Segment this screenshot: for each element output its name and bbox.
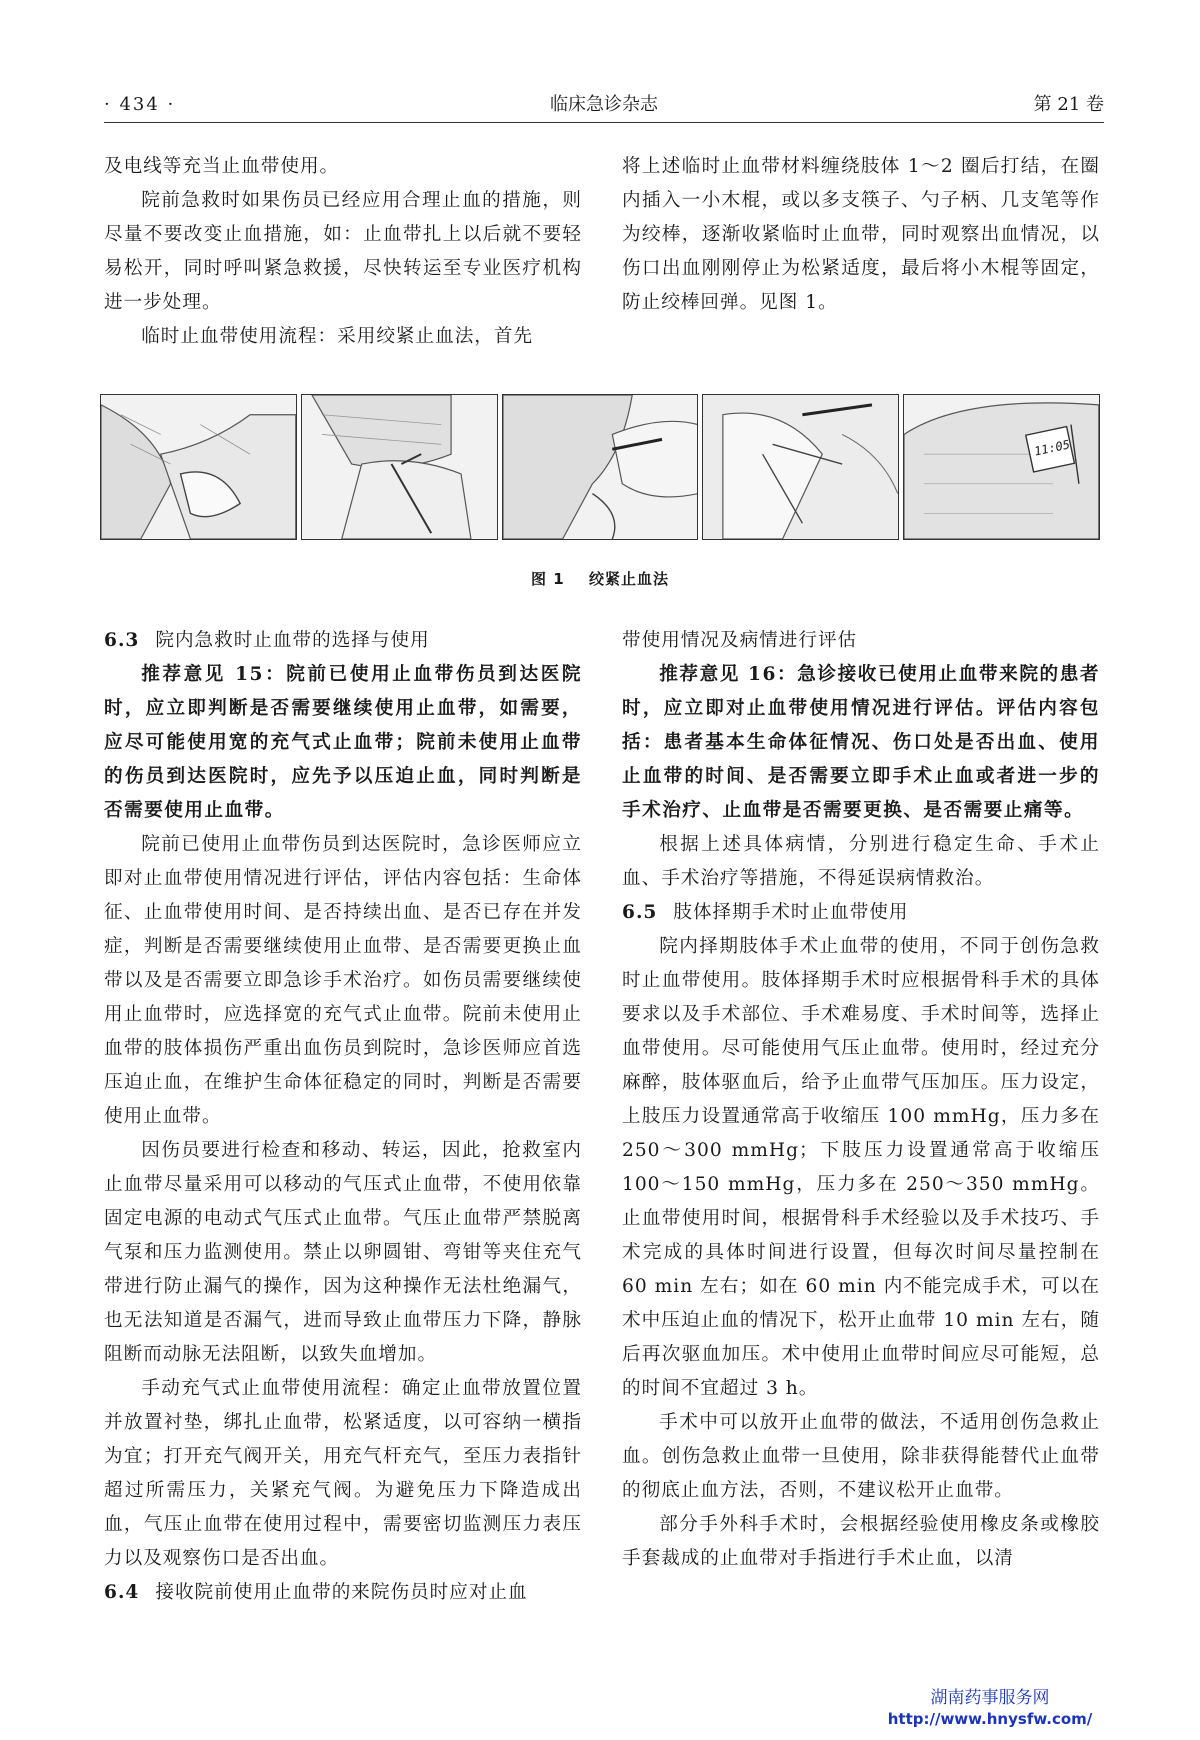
- figure-panel-2: [301, 394, 498, 540]
- figure-panel-4: [702, 394, 899, 540]
- paragraph: 部分手外科手术时，会根据经验使用橡皮条或橡胶手套裁成的止血带对手指进行手术止血，以清: [622, 1514, 1100, 1569]
- section-heading-6-3: [104, 624, 582, 658]
- watermark-site-name: 湖南药事服务网: [930, 1688, 1050, 1708]
- section-number: 6.3: [104, 630, 140, 651]
- section-heading-6-5: [622, 896, 1100, 930]
- section-number: 6.4: [104, 1582, 140, 1603]
- paragraph: 院内择期肢体手术止血带的使用，不同于创伤急救时止血带使用。肢体择期手术时应根据骨科手术的具体要求以及手术部位、手术难易度、手术时间等，选择止血带使用。尽可能使用气压止血带。使用时，经过充分麻醉，肢体驱血后，给予止血带气压加压。压力设定，上肢压力设置通常高于收缩压 100 mmHg，压力多在 250～300 mmHg；下肢压力设置通常高于收缩压 100～150 mmHg，压力多在 250～350 mmHg。止血带使用时间，根据骨科手术经验以及手术技巧、手术完成的具体时间进行设置，但每次时间尽量控制在 60 min 左右；如在 60 min 内不能完成手术，可以在术中压迫止血的情况下，松开止血带 10 min 左右，随后再次驱血加压。术中使用止血带时间应尽可能短，总的时间不宜超过 3 h。: [622, 936, 1100, 1399]
- paragraph: 及电线等充当止血带使用。: [104, 156, 340, 177]
- section-heading-6-4: [104, 1576, 582, 1610]
- paragraph: 因伤员要进行检查和移动、转运，因此，抢救室内止血带尽量采用可以移动的气压式止血带，不使用依靠固定电源的电动式气压式止血带。气压止血带严禁脱离气泵和压力监测使用。禁止以卵圆钳、弯钳等夹住充气带进行防止漏气的操作，因为这种操作无法杜绝漏气，也无法知道是否漏气，进而导致止血带压力下降，静脉阻断而动脉无法阻断，以致失血增加。: [104, 1140, 582, 1365]
- figure-panel-3: [502, 394, 699, 540]
- recommendation-15: 推荐意见 15：院前已使用止血带伤员到达医院时，应立即判断是否需要继续使用止血带，如需要，应尽可能使用宽的充气式止血带；院前未使用止血带的伤员到达医院时，应先予以压迫止血，同时判断是否需要使用止血带。: [104, 664, 582, 821]
- site-watermark: [870, 1688, 1110, 1730]
- paragraph: 院前已使用止血带伤员到达医院时，急诊医师应立即对止血带使用情况进行评估，评估内容包括：生命体征、止血带使用时间、是否持续出血、是否已存在并发症，判断是否需要继续使用止血带、是否需要更换止血带以及是否需要立即急诊手术治疗。如伤员需要继续使用止血带时，应选择宽的充气式止血带。院前未使用止血带的肢体损伤严重出血伤员到院时，急诊医师应首选压迫止血，在维护生命体征稳定的同时，判断是否需要使用止血带。: [104, 834, 582, 1127]
- top-left-column: [104, 150, 582, 354]
- bottom-left-column: [104, 624, 582, 1610]
- section-title: 院内急救时止血带的选择与使用: [155, 630, 430, 651]
- paragraph: 临时止血带使用流程：采用绞紧止血法，首先: [141, 326, 534, 347]
- paragraph: 带使用情况及病情进行评估: [622, 630, 858, 651]
- volume-label: 第 21 卷: [1033, 94, 1104, 115]
- watermark-url[interactable]: http://www.hnysfw.com/: [887, 1710, 1093, 1728]
- paragraph: 院前急救时如果伤员已经应用合理止血的措施，则尽量不要改变止血措施，如：止血带扎上以后就不要轻易松开，同时呼叫紧急救援，尽快转运至专业医疗机构进一步处理。: [104, 190, 582, 313]
- paragraph: 将上述临时止血带材料缠绕肢体 1～2 圈后打结，在圈内插入一小木棍，或以多支筷子、勺子柄、几支笔等作为绞棒，逐渐收紧临时止血带，同时观察出血情况，以伤口出血刚刚停止为松紧适度，最后将小木棍等固定，防止绞棒回弹。见图 1。: [622, 156, 1100, 313]
- figure-caption: [0, 568, 1200, 589]
- journal-title: 临床急诊杂志: [550, 94, 658, 115]
- paragraph: 手术中可以放开止血带的做法，不适用创伤急救止血。创伤急救止血带一旦使用，除非获得能替代止血带的彻底止血方法，否则，不建议松开止血带。: [622, 1412, 1100, 1501]
- recommendation-16: 推荐意见 16：急诊接收已使用止血带来院的患者时，应立即对止血带使用情况进行评估。评估内容包括：患者基本生命体征情况、伤口处是否出血、使用止血带的时间、是否需要立即手术止血或者进一步的手术治疗、止血带是否需要更换、是否需要止痛等。: [622, 664, 1100, 821]
- running-header: [104, 92, 1104, 123]
- figure-panel-5: [903, 394, 1100, 540]
- section-number: 6.5: [622, 902, 658, 923]
- figure-1-strip: [100, 394, 1100, 540]
- section-title: 肢体择期手术时止血带使用: [673, 902, 909, 923]
- paragraph: 手动充气式止血带使用流程：确定止血带放置位置并放置衬垫，绑扎止血带，松紧适度，以可容纳一横指为宜；打开充气阀开关，用充气杆充气，至压力表指针超过所需压力，关紧充气阀。为避免压力下降造成出血，气压止血带在使用过程中，需要密切监测压力表压力以及观察伤口是否出血。: [104, 1378, 582, 1569]
- figure-title: 绞紧止血法: [588, 570, 669, 588]
- figure-panel-1: [100, 394, 297, 540]
- figure-number: 图 1: [531, 570, 565, 588]
- top-right-column: [622, 150, 1100, 320]
- section-title: 接收院前使用止血带的来院伤员时应对止血: [155, 1582, 528, 1603]
- time-tag-label: 11:05: [1033, 437, 1072, 459]
- paragraph: 根据上述具体病情，分别进行稳定生命、手术止血、手术治疗等措施，不得延误病情救治。: [622, 834, 1100, 889]
- page-number: · 434 ·: [104, 94, 176, 115]
- bottom-right-column: [622, 624, 1100, 1576]
